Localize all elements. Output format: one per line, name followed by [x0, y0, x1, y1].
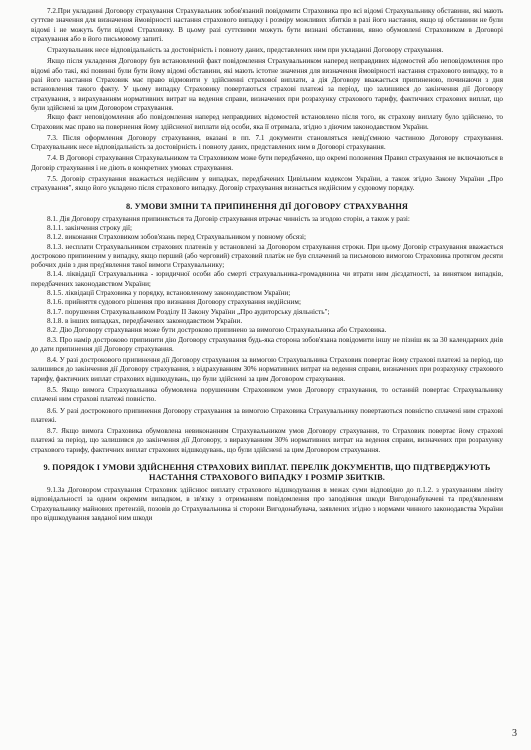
paragraph-7-5: 7.5. Договір страхування вважається недійсним у випадках, передбачених Цивільним кодексом України, а також згідно Закону України „Про страхування", якщо його укладено після страхового випадку. Договір страхування визнається недійсним у судовому порядку. — [31, 175, 503, 193]
paragraph-8-1: 8.1. Дія Договору страхування припиняється та Договір страхування втрачає чинність за згодою сторін, а також у разі: — [47, 214, 410, 223]
paragraph-7-2-refund: Якщо факт неповідомлення або повідомлення наперед неправдивих відомостей встановлено після того, як страхову виплату було здійснено, то Страховик має право на повернення йому здійсненої виплати від особи, яка її отримала, згідно з діючим законодавством України. — [31, 113, 503, 131]
page-number: 3 — [512, 728, 517, 739]
paragraph-8-4: 8.4. У разі дострокового припинення дії Договору страхування за вимогою Страхувальника Страховик повертає йому страхові платежі за період, що залишився до закінчення дії Договору страхування, з відрахуванням 30% нормативних витрат на ведення справи, визначених при розрахунку страхового тарифу, фактичних виплат страхових відшкодувань, що були здійснені за цим Договором страхування. — [31, 356, 503, 383]
paragraph-7-3: 7.3. Після оформлення Договору страхування, вказані в пп. 7.1 документи становляться невід'ємною частиною Договору страхування. Страхувальник несе відповідальність за достовірність і повноту даних, представлених ним в Договорі страхування. — [31, 133, 503, 152]
list-item-8-1-8: 8.1.8. в інших випадках, передбачених законодавством України. — [47, 316, 243, 325]
paragraph-8-6: 8.6. У разі дострокового припинення Договору страхування за вимогою Страховика Страхувальнику повертаються повністю сплачені ним страхові платежі. — [31, 406, 503, 424]
section-9-heading: 9. ПОРЯДОК І УМОВИ ЗДІЙСНЕННЯ СТРАХОВИХ ВИПЛАТ. ПЕРЕЛІК ДОКУМЕНТІВ, ЩО ПІДТВЕРДЖУЮТЬ НАСТАННЯ СТРАХОВОГО ВИПАДКУ І РОЗМІР ЗБИТКІВ. — [43, 463, 491, 483]
paragraph-8-7: 8.7. Якщо вимога Страховика обумовлена невиконанням Страхувальником умов Договору страхування, то Страховик повертає йому страхові платежі за період, що залишився до закінчення дії Договору, з вирахуванням 30% нормативних витрат на ведення справи, визначених при розрахунку страхового тарифу, фактичних виплат страхових відшкодувань, що були здійснені за цим Договором страхування. — [31, 427, 503, 454]
list-item-8-1-1: 8.1.1. закінчення строку дії; — [47, 223, 132, 232]
list-item-8-1-5: 8.1.5. ліквідації Страховика у порядку, встановленому законодавством України; — [47, 289, 291, 298]
list-item-8-1-7: 8.1.7. порушення Страхувальником Розділу II Закону України „Про аудиторську діяльність"; — [47, 307, 330, 316]
list-item-8-1-4: 8.1.4. ліквідації Страхувальника - юридичної особи або смерті страхувальника-громадянина чи втрати ним дієздатності, за винятком випадків, передбачених законодавством України; — [31, 270, 503, 288]
paragraph-8-2: 8.2. Дію Договору страхування може бути достроково припинено за вимогою Страхувальника або Страховика. — [47, 326, 387, 335]
document-body — [31, 7, 503, 523]
section-8-heading: 8. УМОВИ ЗМІНИ ТА ПРИПИНЕННЯ ДІЇ ДОГОВОРУ СТРАХУВАННЯ — [126, 201, 408, 211]
list-item-8-1-2: 8.1.2. виконання Страховиком зобов'язань перед Страхувальником у повному обсязі; — [47, 233, 307, 242]
paragraph-8-3: 8.3. Про намір достроково припинити дію Договору страхування будь-яка сторона зобов'язана повідомити іншу не пізніш як за 30 календарних днів до дати припинення дії Договору страхування. — [31, 335, 503, 353]
paragraph-7-2: 7.2.При укладанні Договору страхування Страхувальник зобов'язаний повідомити Страховика про всі відомі Страхувальнику обставини, які мають суттєве значення для визначення ймовірності настання страхового випадку і розміру можливих збитків в разі його настання, якщо ці обставини не були відомі і не можуть бути відомі Страховику. В цьому разі суттєвими можуть бути визнані обставини, явно обумовлені Страховиком в Договорі страхування або в його письмовому запиті. — [31, 7, 503, 43]
paragraph-8-5: 8.5. Якщо вимога Страхувальника обумовлена порушенням Страховиком умов Договору страхування, то останній повертає Страхувальнику сплачені ним страхові платежі повністю. — [31, 385, 503, 404]
list-item-8-1-3: 8.1.3. несплати Страхувальником страхових платежів у встановлені за Договором страхування строки. При цьому Договір страхування вважається достроково припиненим у випадку, якщо перший (або черговий) страховий платіж не був сплачений за письмовою вимогою Страховика протягом десяти робочих днів з дня пред'явлення такої вимоги Страхувальнику; — [31, 242, 503, 270]
list-item-8-1-6: 8.1.6. прийняття судового рішення про визнання Договору страхування недійсним; — [47, 298, 301, 307]
paragraph-9-1: 9.1.За Договором страхування Страховик здійснює виплату страхового відшкодування в межах суми відповідно до п.1.2. з урахуванням ліміту відповідальності за одним окремим випадком, в зв'язку з отриманням повідомлення про заподіяння шкоди Вигодонабувачеві та пред'явленням Страхувальнику майнових претензій, позовів до Страхувальника зі сторони Вигодонабувача, заявлених згідно з нормами чинного законодавства України про відшкодування завданої ним шкоди — [31, 486, 503, 522]
paragraph-7-4: 7.4. В Договорі страхування Страхувальником та Страховиком може бути передбачено, що окремі положення Правил страхування не включаються в Договір страхування і не діють в конкретних умовах страхування. — [31, 154, 503, 172]
paragraph-7-2-responsibility: Страхувальник несе відповідальність за достовірність і повноту даних, представлених ним при укладанні Договору страхування. — [47, 46, 444, 55]
paragraph-7-2-false-info: Якщо після укладення Договору був встановлений факт повідомлення Страхувальником наперед неправдивих відомостей або неповідомлення про відомі або такі, які повинні були бути йому відомі обставини, які мають істотне значення для визначення ймовірності настання страхового випадку, то в разі його настання Страховик має право відмовити у здійсненні страхової виплати, а дія Договору вважається припиненою, починаючи з дня встановлення такого факту. У цьому випадку Страховику повертаються страхові платежі за період, що залишився до закінчення дії Договору страхування, з вирахуванням нормативних витрат на ведення справи, визначених при розрахунку страхового тарифу, фактичних страхових виплат, що були здійснені за цим Договором страхування. — [31, 57, 503, 112]
